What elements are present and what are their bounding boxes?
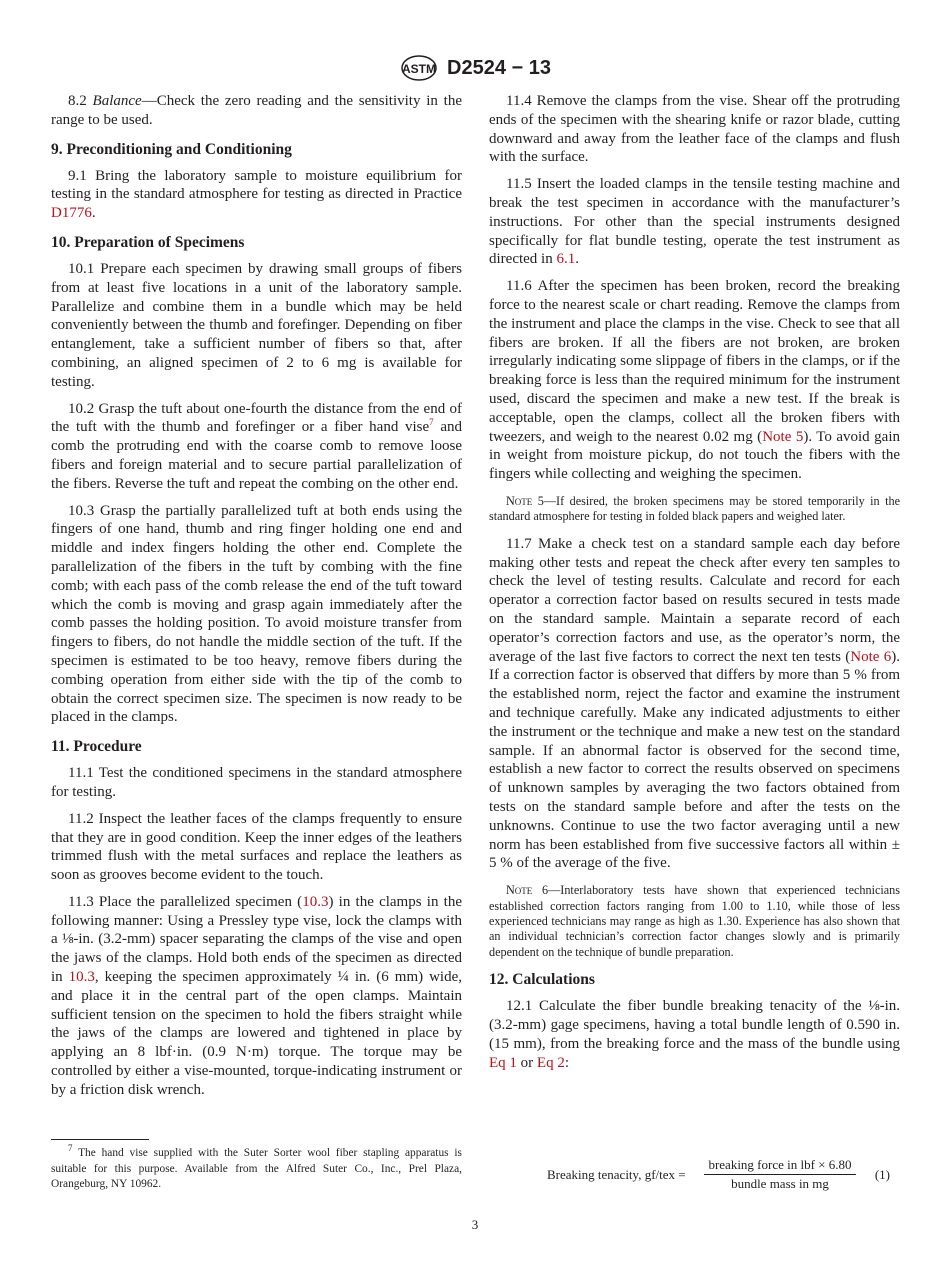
paragraph-text: . xyxy=(91,205,96,222)
paragraph-text: or xyxy=(516,1054,537,1071)
document-designation: D2524 − 13 xyxy=(447,56,551,79)
link-eq-1[interactable]: Eq 1 xyxy=(489,1054,517,1071)
paragraph-text: , keeping the specimen approximately ¼ in. (6 mm) wide, and place it in the central part of the open clamps. Maintain sufficient tension on the specimen to hold the fibers straight while the jaws of the clamps are lowered and tightened in place by applying an 8 lbf·in. (0.9 N·m) torque. The torque may be controlled by either a vise-mounted, torque-indicating instrument or by a friction disk wrench. xyxy=(51,969,462,1098)
note-label: Note 5 xyxy=(506,493,544,508)
paragraph-text: : xyxy=(564,1054,570,1071)
paragraph-text: 10.2 Grasp the tuft about one-fourth the distance from the end of the tuft with the thumb and forefinger or a fiber hand vise xyxy=(51,400,462,436)
footnote-7 xyxy=(51,1143,462,1193)
section-11-6 xyxy=(489,277,900,484)
note-text: —If desired, the broken specimens may be stored temporarily in the standard atmosphere for testing in folded black papers and weighed later. xyxy=(489,493,901,524)
paragraph-text: 9.1 Bring the laboratory sample to moisture equilibrium for testing in the standard atmosphere for testing as directed in Practice xyxy=(51,167,462,203)
term-balance: Balance xyxy=(92,93,142,109)
paragraph-text: . xyxy=(575,251,579,268)
paragraph-text: 11.3 Place the parallelized specimen ( xyxy=(68,893,303,910)
section-10-1: 10.1 Prepare each specimen by drawing small groups of fibers from at least five locations in a unit of the laboratory sample. Parallelize and combine them in a bundle which may be held conveniently between the thumb and forefinger. Depending on fiber entanglement, take a sufficient number of fibers so that, after combining, an aligned specimen of 2 to 6 mg is available for testing. xyxy=(51,260,462,390)
note-6 xyxy=(489,883,900,960)
footnote-text: The hand vise supplied with the Suter Sorter wool fiber stapling apparatus is suitable for this purpose. Available from the Alfred Suter Co., Inc., Prel Plaza, Orangeburg, NY 10962. xyxy=(51,1147,462,1190)
paragraph-text: ). To avoid gain in weight from moisture pickup, do not touch the fibers with the fingers while collecting and weighing the specimen. xyxy=(489,428,900,483)
equation-denominator: bundle mass in mg xyxy=(731,1176,829,1191)
equation-lhs: Breaking tenacity, gf/tex = xyxy=(547,1167,686,1182)
section-11-3 xyxy=(51,893,462,1100)
right-column xyxy=(489,92,900,1080)
footnote-divider xyxy=(51,1139,149,1140)
link-6-1[interactable]: 6.1 xyxy=(556,251,576,268)
note-label: Note 6 xyxy=(506,883,549,898)
section-10-2 xyxy=(51,400,462,494)
section-10-3: 10.3 Grasp the partially parallelized tuft at both ends using the fingers of one hand, thumb and ring finger holding one end and middle and index fingers holding the other end. Complete the parallelization of the fibers in the tuft by combing with the fine comb; with each pass of the comb release the end of the tuft toward which the comb is moving and grasp again immediately after the comb passes the holding position. To avoid moisture transfer from fingers to fibers, do not handle the middle section of the tuft. If the specimen is estimated to be too heavy, remove fibers during the combing operation from either side with the tip of the comb to obtain the correct specimen size. The specimen is now ready to be placed in the clamps. xyxy=(51,502,462,726)
footnote-ref-7[interactable]: 7 xyxy=(429,417,434,428)
left-column xyxy=(51,92,462,1108)
heading-12: 12. Calculations xyxy=(489,971,595,989)
link-note-5[interactable]: Note 5 xyxy=(762,428,804,445)
equation-number: (1) xyxy=(874,1167,890,1182)
equation-1 xyxy=(489,1157,900,1191)
section-11-1: 11.1 Test the conditioned specimens in the standard atmosphere for testing. xyxy=(51,765,462,800)
section-11-5 xyxy=(489,175,900,269)
link-10-3[interactable]: 10.3 xyxy=(68,969,95,986)
paragraph-text: 11.6 After the specimen has been broken, record the breaking force to the nearest scale or chart reading. Remove the clamps from the instrument and place the clamps in the vise. Check to see that all fibers are broken. If all the fibers are not broken, are broken irregularly indicating some slippage of fibers in the clamps, or if the breaking force is less than the required minimum for the instrument used, discard the specimen and make a new test. If the break is acceptable, open the clamps, collect all the broken fibers with tweezers, and weigh to the nearest 0.02 mg ( xyxy=(489,278,900,445)
link-d1776[interactable]: D1776 xyxy=(51,205,92,222)
section-11-4: 11.4 Remove the clamps from the vise. Shear off the protruding ends of the specimen with the shearing knife or razor blade, cutting downward and away from the leather face of the clamps and flush with the surface. xyxy=(489,93,900,166)
section-12-1 xyxy=(489,997,900,1072)
paragraph-text: ) in the clamps in the following manner: Using a Pressley type vise, lock the clamps with a ⅛-in. (3.2-mm) spacer separating the clamps of the vise and open the jaws of the clamps. Hold both ends of the specimen as directed in xyxy=(51,893,462,986)
page-number: 3 xyxy=(471,1217,479,1232)
paragraph-text: 11.5 Insert the loaded clamps in the tensile testing machine and break the test specimen in accordance with the manufacturer’s instructions. For other than the special instruments designed specifically for flat bundle testing, operate the test instrument as directed in xyxy=(489,176,900,268)
section-8-2 xyxy=(51,92,462,130)
svg-text:ASTM: ASTM xyxy=(402,62,436,76)
link-10-3[interactable]: 10.3 xyxy=(302,893,329,910)
paragraph-text: ). If a correction factor is observed that differs by more than 5 % from the established norm, reject the factor and examine the instrument and technique carefully. Make any indicated adjustments to either the instrument or the technique and make a new test on the standard sample. If an abnormal factor is observed for the second time, establish a new factor to correct the results observed on specimens of unknown samples by averaging the two factors obtained from tests on the standard sample before and after the tests on the unknowns. Continue to use the two factor averaging until a new norm has been established from five successive factors all within ± 5 % of the average of the five. xyxy=(489,648,900,872)
link-note-6[interactable]: Note 6 xyxy=(850,648,892,665)
link-eq-2[interactable]: Eq 2 xyxy=(536,1054,565,1071)
equation-fraction xyxy=(704,1157,856,1192)
paragraph-text: —Check the zero reading and the sensitivity in the range to be used. xyxy=(51,93,462,128)
astm-logo-icon xyxy=(399,54,439,82)
section-11-7 xyxy=(489,535,900,873)
section-number: 8.2 xyxy=(68,93,87,109)
equation-numerator: breaking force in lbf × 6.80 xyxy=(704,1157,856,1175)
heading-10: 10. Preparation of Specimens xyxy=(51,233,245,251)
page-header xyxy=(0,54,950,84)
note-text: —Interlaboratory tests have shown that experienced technicians established correction factors ranging from 1.00 to 1.10, while those of less experienced technicians may range as high as 1.30. Experience has also shown that an individual technician’s correction factor changes slowly and is primarily dependent on the technique of bundle preparation. xyxy=(489,883,900,959)
note-5 xyxy=(489,494,900,525)
section-9-1 xyxy=(51,167,462,223)
footnote-marker: 7 xyxy=(68,1143,73,1154)
paragraph-text: 12.1 Calculate the fiber bundle breaking tenacity of the ⅛-in. (3.2-mm) gage specimens, having a total bundle length of 0.590 in. (15 mm), from the breaking force and the mass of the bundle using xyxy=(489,998,900,1052)
heading-11: 11. Procedure xyxy=(51,738,142,756)
paragraph-text: and comb the protruding end with the coarse comb to remove loose fibers and foreign material and to secure partial parallelization of the fibers. Reverse the tuft and repeat the combing on the other end. xyxy=(51,419,462,492)
paragraph-text: 11.7 Make a check test on a standard sample each day before making other tests and repeat the check after every ten samples to check the level of testing results. Calculate and record for each operator a correction factor based on results secured in tests made on the standard sample. Maintain a separate record of each operator’s correction factors and use, as the operator’s norm, the average of the last five factors to correct the next ten tests ( xyxy=(489,535,900,665)
heading-9: 9. Preconditioning and Conditioning xyxy=(51,140,292,158)
section-11-2: 11.2 Inspect the leather faces of the clamps frequently to ensure that they are in good condition. Keep the inner edges of the leathers trimmed flush with the metal surfaces and replace the leathers as soon as grooves become evident to the touch. xyxy=(51,810,462,884)
